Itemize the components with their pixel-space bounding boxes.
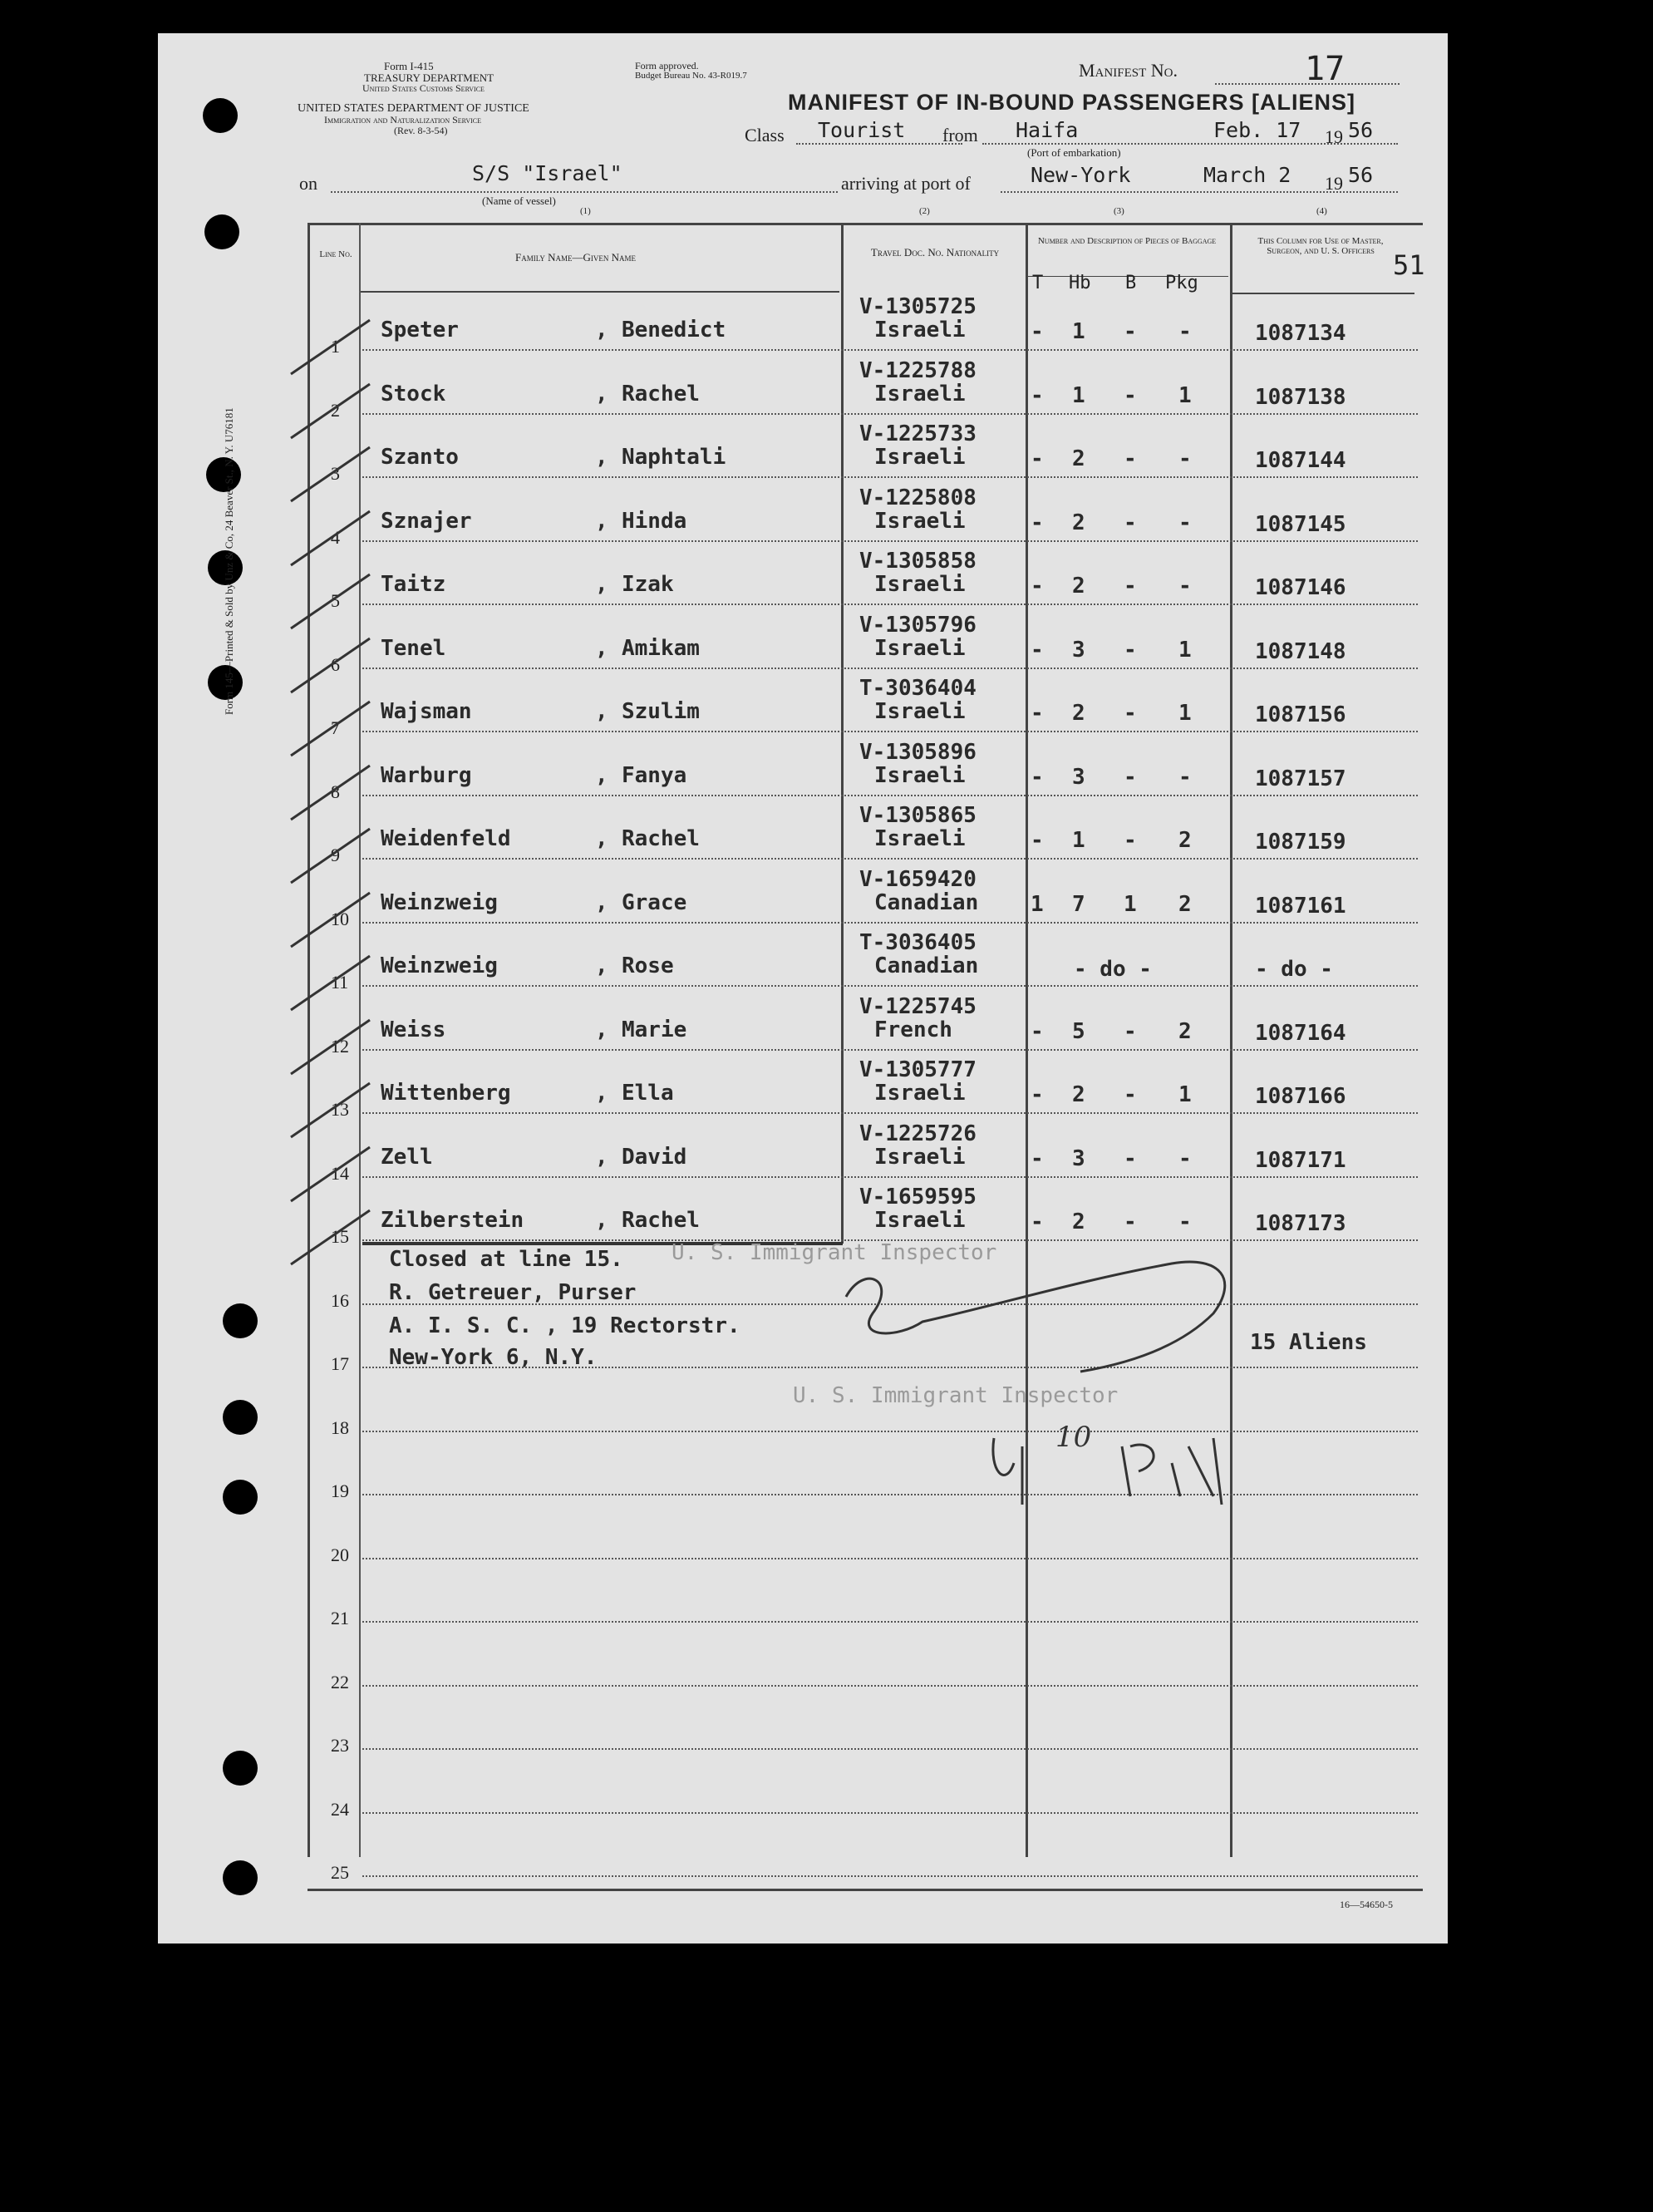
baggage-hb: 2 [1072,574,1085,599]
from-label: from [942,125,978,145]
baggage-pkg: 2 [1178,1018,1192,1044]
line-number: 6 [331,653,340,675]
time-note-stroke [993,1438,1222,1505]
family-name: Warburg [381,762,472,788]
baggage-pkg: 1 [1178,382,1192,408]
given-name: Izak [622,572,674,597]
officer-ref: - do - [1255,957,1333,982]
baggage-t: 1 [1031,891,1044,917]
line-number: 16 [331,1289,349,1311]
class-value: Tourist [818,118,906,142]
officer-ref: 1087156 [1255,702,1346,727]
officer-ref: 1087144 [1255,448,1346,473]
line-number: 9 [331,845,340,865]
line-number: 20 [331,1544,349,1565]
manifest-no-label: Manifest No. [1079,60,1178,81]
given-name: Rachel [622,381,700,406]
nationality: Israeli [874,1144,966,1170]
nationality: Israeli [874,635,966,661]
line-number: 12 [331,1035,349,1057]
baggage-t: - [1031,828,1044,853]
line-number: 5 [331,590,340,611]
baggage-sub-hb: Hb [1069,273,1091,293]
line-number: 15 [331,1226,349,1247]
baggage-pkg: 2 [1178,891,1192,917]
class-label: Class [745,125,785,145]
travel-doc-no: V-1225726 [859,1121,977,1146]
given-name: Grace [622,889,687,915]
manifest-number: 17 [1305,50,1346,88]
baggage-pkg: - [1178,446,1192,471]
agent-address: A. I. S. C. , 19 Rectorstr. [389,1313,740,1338]
family-name: Weinzweig [381,889,498,915]
nationality: Israeli [874,1208,966,1233]
travel-doc-no: V-1659420 [859,866,977,892]
given-name: Marie [622,1017,687,1042]
family-name: Szanto [381,445,459,470]
name-comma: , [595,445,608,470]
baggage-t: - [1031,1209,1044,1234]
line-number: 7 [331,717,340,738]
travel-doc-no: V-1305777 [859,1057,977,1082]
arriving-label: arriving at port of [841,173,971,194]
year-1: 56 [1348,118,1374,142]
time-superscript: 10 [1055,1421,1092,1454]
justice-dept: UNITED STATES DEPARTMENT OF JUSTICE [298,102,529,115]
family-name: Zell [381,1144,433,1170]
line-number: 18 [331,1416,349,1438]
line-number: 3 [331,463,340,484]
baggage-pkg: 1 [1178,701,1192,726]
revision-date: (Rev. 8-3-54) [394,125,448,136]
baggage-sub-t: T [1032,273,1044,293]
col-header-line: Line No. [319,249,352,259]
line-number: 25 [331,1862,349,1883]
baggage-b: - [1124,637,1137,663]
baggage-b: - [1124,574,1137,599]
given-name: Fanya [622,762,687,788]
family-name: Speter [381,318,459,342]
signature-stroke [846,1262,1225,1372]
officer-ref: 1087145 [1255,511,1346,537]
given-name: Rachel [622,826,700,851]
col-header-officers: This Column for Use of Master, Surgeon, and U. S. Officers [1257,236,1384,256]
line-number: 19 [331,1480,349,1501]
col-header-doc: Travel Doc. No. Nationality [870,246,1000,259]
customs-service: United States Customs Service [362,82,485,94]
col-ref-4: (4) [1316,206,1327,216]
officer-ref: 1087173 [1255,1211,1346,1236]
travel-doc-no: V-1225788 [859,357,977,383]
baggage-pkg: 1 [1178,1082,1192,1107]
baggage-t: - [1031,382,1044,408]
baggage-b: - [1124,446,1137,471]
col-header-baggage: Number and Description of Pieces of Baggage [1037,236,1217,246]
baggage-sub-pkg: Pkg [1165,273,1198,293]
baggage-b: - [1124,510,1137,535]
baggage-hb: 1 [1072,319,1085,344]
embark-label: (Port of embarkation) [1027,146,1121,159]
vessel-label: (Name of vessel) [482,195,556,207]
line-number: 13 [331,1099,349,1120]
treasury-dept: TREASURY DEPARTMENT [364,71,494,84]
baggage-b: - [1124,701,1137,726]
form-approved: Form approved. [635,60,699,71]
officer-ref: 1087159 [1255,830,1346,855]
officer-ref: 1087157 [1255,766,1346,791]
travel-doc-no: V-1659595 [859,1185,977,1209]
given-name: David [622,1144,687,1170]
on-label: on [299,173,317,194]
given-name: Hinda [622,508,687,534]
nationality: Israeli [874,762,966,788]
name-comma: , [595,508,608,534]
baggage-t: - [1031,1145,1044,1171]
line-number: 1 [331,336,340,357]
year-prefix-2: 19 [1325,173,1343,194]
immigrant-stamp-1: U. S. Immigrant Inspector [672,1240,997,1265]
baggage-hb: 1 [1072,382,1085,408]
baggage-b: - [1124,828,1137,853]
travel-doc-no: V-1225733 [859,421,977,446]
baggage-t: - [1031,637,1044,663]
line-number: 10 [331,908,349,929]
baggage-t: - [1031,319,1044,344]
name-comma: , [595,318,608,342]
col-ref-3: (3) [1114,206,1124,216]
travel-doc-no: V-1305865 [859,803,977,828]
baggage-hb: 2 [1072,1209,1085,1234]
baggage-b: - [1124,1018,1137,1044]
line-number: 11 [331,972,349,993]
officer-ref: 1087146 [1255,575,1346,600]
baggage-t: - [1031,701,1044,726]
baggage-pkg: 2 [1178,828,1192,853]
officer-ref: 1087164 [1255,1020,1346,1046]
baggage-hb: 2 [1072,1082,1085,1107]
nationality: Israeli [874,508,966,534]
baggage-b: - [1124,1209,1137,1234]
total-aliens: 15 Aliens [1250,1330,1367,1355]
baggage-t: - [1031,1082,1044,1107]
name-comma: , [595,1144,608,1170]
baggage-hb: 2 [1072,510,1085,535]
nationality: Canadian [874,889,979,915]
nationality: Israeli [874,318,966,342]
arrival-port: New-York [1031,163,1131,187]
name-comma: , [595,889,608,915]
baggage-hb: 2 [1072,446,1085,471]
baggage-b: - [1124,319,1137,344]
baggage-t: - [1031,1018,1044,1044]
agent-city: New-York 6, N.Y. [389,1345,598,1370]
immigrant-stamp-2: U. S. Immigrant Inspector [793,1383,1119,1408]
baggage-ditto: - do - [1074,957,1152,982]
form-number: Form I-415 [384,60,434,72]
nationality: Israeli [874,445,966,470]
baggage-b: - [1124,1145,1137,1171]
travel-doc-no: V-1225745 [859,993,977,1019]
baggage-t: - [1031,510,1044,535]
family-name: Weinzweig [381,953,498,978]
given-name: Rose [622,953,674,978]
baggage-pkg: - [1178,574,1192,599]
given-name: Szulim [622,699,700,724]
officer-ref: 1087161 [1255,893,1346,919]
arrival-date: March 2 [1203,163,1291,187]
name-comma: , [595,1081,608,1106]
col-ref-1: (1) [580,206,591,216]
officer-ref: 1087171 [1255,1147,1346,1173]
name-comma: , [595,699,608,724]
baggage-hb: 3 [1072,637,1085,663]
family-name: Weiss [381,1017,446,1042]
baggage-hb: 7 [1072,891,1085,917]
travel-doc-no: V-1305896 [859,739,977,765]
line-number: 24 [331,1798,349,1820]
family-name: Wajsman [381,699,472,724]
line-number: 8 [331,781,340,802]
officer-ref: 1087148 [1255,638,1346,664]
given-name: Rachel [622,1208,700,1233]
family-name: Taitz [381,572,446,597]
name-comma: , [595,635,608,661]
baggage-hb: 3 [1072,1145,1085,1171]
line-number: 21 [331,1608,349,1628]
footer-code: 16—54650-5 [1340,1899,1393,1910]
baggage-b: - [1124,1082,1137,1107]
line-number: 17 [331,1353,349,1374]
closed-note: Closed at line 15. [389,1247,623,1272]
name-comma: , [595,1208,608,1233]
officer-ref: 1087134 [1255,321,1346,346]
nationality: Israeli [874,572,966,597]
line-number: 4 [331,526,340,548]
nationality: Israeli [874,381,966,406]
baggage-pkg: - [1178,1209,1192,1234]
baggage-b: 1 [1124,891,1137,917]
baggage-t: - [1031,574,1044,599]
travel-doc-no: V-1225808 [859,485,977,510]
name-comma: , [595,1017,608,1042]
baggage-hb: 1 [1072,828,1085,853]
family-name: Tenel [381,635,446,661]
family-name: Zilberstein [381,1208,524,1233]
baggage-pkg: - [1178,1145,1192,1171]
given-name: Benedict [622,318,726,342]
baggage-b: - [1124,382,1137,408]
name-comma: , [595,381,608,406]
baggage-sub-b: B [1125,273,1137,293]
family-name: Sznajer [381,508,472,534]
family-name: Stock [381,381,446,406]
nationality: French [874,1017,952,1042]
given-name: Amikam [622,635,700,661]
manifest-title: MANIFEST OF IN-BOUND PASSENGERS [ALIENS] [788,90,1356,115]
year-prefix-1: 19 [1325,126,1343,147]
from-value: Haifa [1016,118,1079,142]
line-number: 22 [331,1671,349,1692]
col-ref-2: (2) [919,206,930,216]
officer-ref: 1087138 [1255,384,1346,410]
line-number: 2 [331,399,340,421]
col-header-name: Family Name—Given Name [515,251,636,264]
line-number: 14 [331,1162,349,1184]
family-name: Wittenberg [381,1081,511,1106]
name-comma: , [595,572,608,597]
nationality: Israeli [874,826,966,851]
name-comma: , [595,762,608,788]
nationality: Canadian [874,953,979,978]
printer-imprint: Form 145—Printed & Sold by Unz & Co, 24 Beaver St., N. Y. U76181 [223,407,235,715]
baggage-t: - [1031,446,1044,471]
travel-doc-no: T-3036404 [859,676,977,701]
baggage-hb: 3 [1072,764,1085,790]
travel-doc-no: T-3036405 [859,930,977,955]
officer-ref: 1087166 [1255,1084,1346,1109]
family-name: Weidenfeld [381,826,511,851]
name-comma: , [595,826,608,851]
baggage-pkg: 1 [1178,637,1192,663]
travel-doc-no: V-1305725 [859,294,977,319]
baggage-hb: 2 [1072,701,1085,726]
year-2: 56 [1348,163,1374,187]
travel-doc-no: V-1305796 [859,612,977,638]
officer-number: 51 [1393,249,1425,281]
given-name: Naphtali [622,445,726,470]
baggage-b: - [1124,764,1137,790]
baggage-pkg: - [1178,319,1192,344]
nationality: Israeli [874,699,966,724]
baggage-pkg: - [1178,510,1192,535]
baggage-t: - [1031,764,1044,790]
vessel-name: S/S "Israel" [472,161,622,185]
travel-doc-no: V-1305858 [859,549,977,574]
line-number: 23 [331,1735,349,1756]
baggage-pkg: - [1178,764,1192,790]
purser-name: R. Getreuer, Purser [389,1280,637,1305]
name-comma: , [595,953,608,978]
given-name: Ella [622,1081,674,1106]
departure-date: Feb. 17 [1213,118,1301,142]
ins-label: Immigration and Naturalization Service [324,114,482,126]
nationality: Israeli [874,1081,966,1106]
baggage-hb: 5 [1072,1018,1085,1044]
budget-bureau: Budget Bureau No. 43-R019.7 [635,71,747,81]
